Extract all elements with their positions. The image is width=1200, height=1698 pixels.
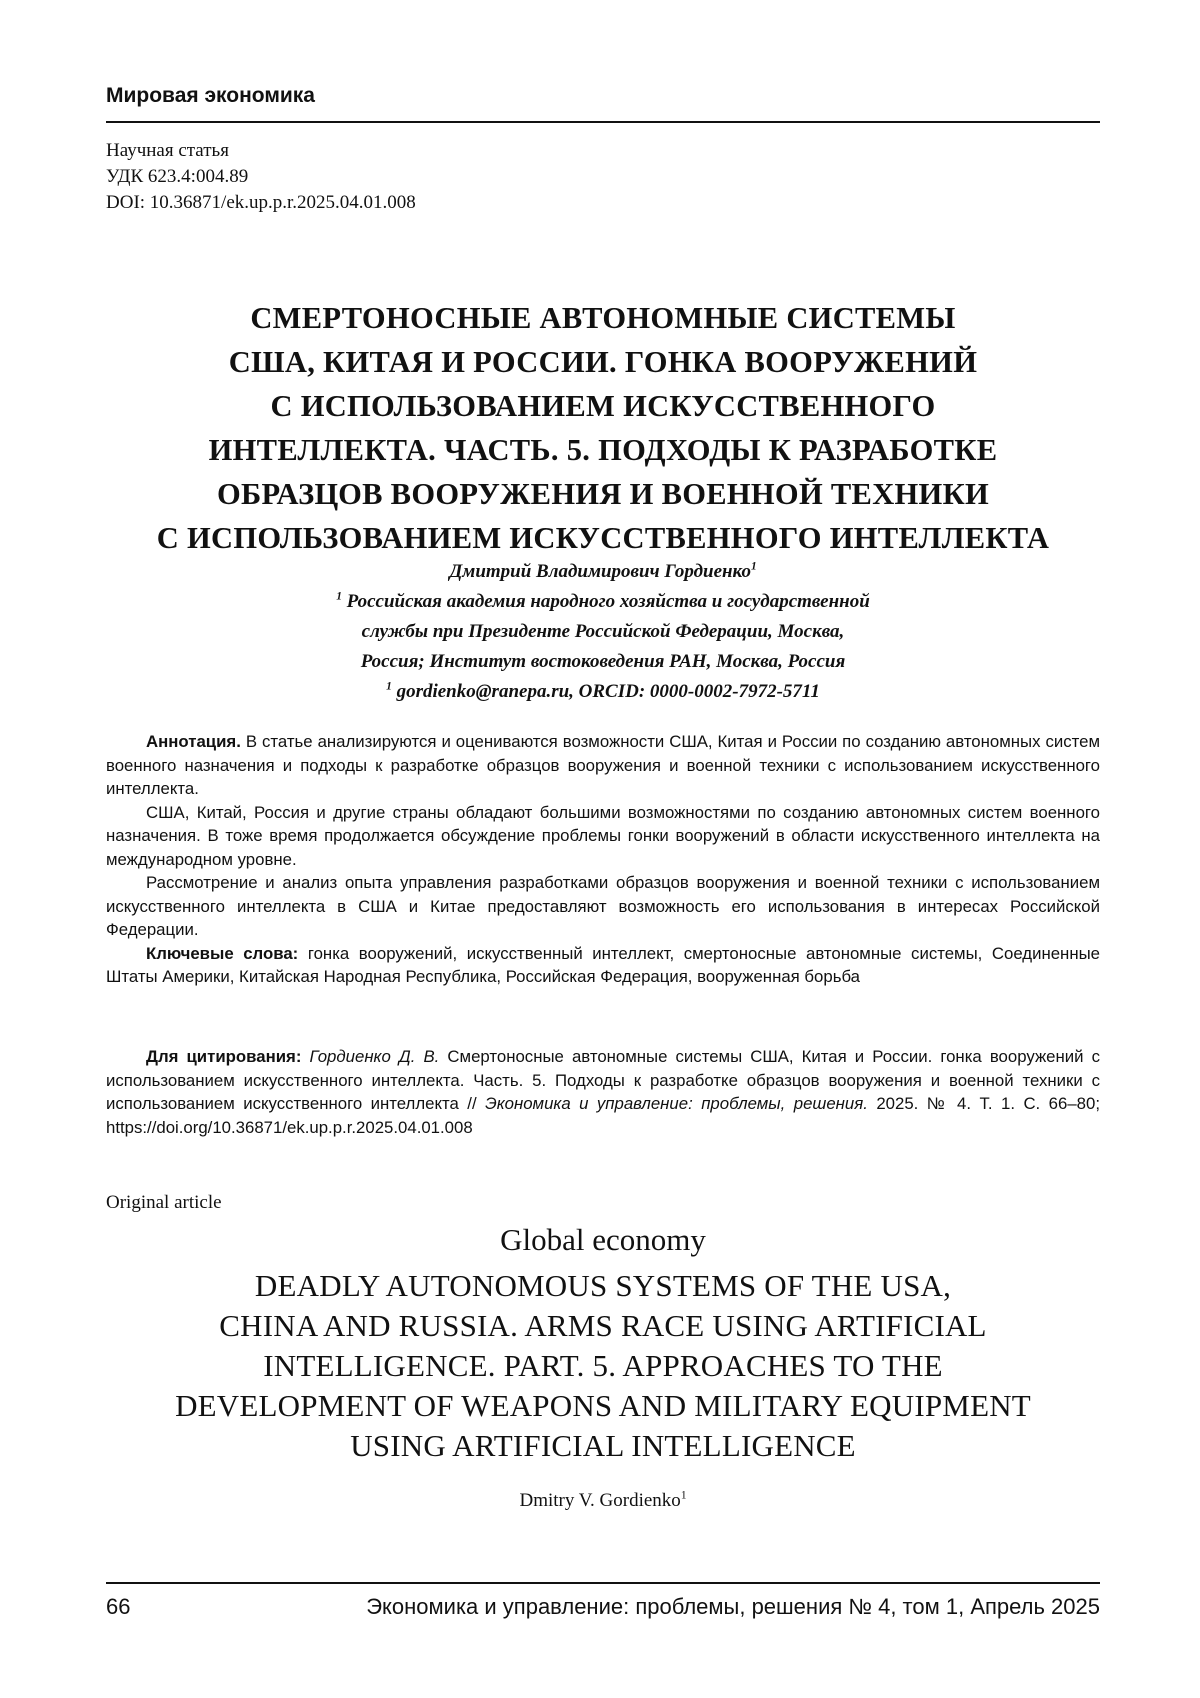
affiliation-line — [106, 587, 1100, 617]
udc-code: УДК 623.4:004.89 — [106, 166, 249, 187]
author-sup: 1 — [750, 560, 757, 573]
abstract-paragraph: США, Китай, Россия и другие страны обладают большими возможностями по созданию автономных систем военного назначения. В тоже время продолжается обсуждение проблемы гонки вооружений в области искусственного интеллекта на международном уровне. — [106, 802, 1100, 869]
abstract-label: Аннотация. — [146, 732, 241, 751]
title-ru-line: С ИСПОЛЬЗОВАНИЕМ ИСКУССТВЕННОГО — [270, 389, 936, 423]
abstract — [106, 730, 1100, 989]
english-section: Global economy — [500, 1222, 706, 1257]
english-author — [106, 1490, 1100, 1512]
title-en-line: CHINA AND RUSSIA. ARMS RACE USING ARTIFICIAL — [219, 1308, 987, 1343]
footer-rule — [106, 1582, 1100, 1584]
citation-journal: Экономика и управление: проблемы, решения. — [485, 1094, 868, 1113]
abstract-text: В статье анализируются и оцениваются возможности США, Китая и России по созданию автономных систем военного назначения и подходы к разработке образцов вооружения и военной техники с использованием искусственного интеллекта. — [106, 732, 1100, 798]
page-number: 66 — [106, 1594, 131, 1619]
citation-text: Смертоносные автономные системы США, Китая и России. гонка вооружений с использованием искусственного интеллекта. Часть. 5. Подходы к разработке образцов вооружения и военной техники с использованием искусственного интеллекта // — [106, 1047, 1100, 1113]
journal-footer: Экономика и управление: проблемы, решения № 4, том 1, Апрель 2025 — [366, 1594, 1100, 1619]
title-en-line: USING ARTIFICIAL INTELLIGENCE — [350, 1428, 856, 1463]
contact-line — [106, 677, 1100, 707]
citation — [106, 1045, 1100, 1139]
abstract-paragraph — [106, 730, 1100, 801]
affiliation-line: Россия; Институт востоковедения РАН, Москва, Россия — [360, 651, 846, 672]
title-en-line: INTELLIGENCE. PART. 5. APPROACHES TO THE — [263, 1348, 943, 1383]
title-ru-line: ОБРАЗЦОВ ВООРУЖЕНИЯ И ВОЕННОЙ ТЕХНИКИ — [216, 477, 990, 511]
affiliation-text: Российская академия народного хозяйства и государственной — [346, 591, 870, 612]
english-author-name: Dmitry V. Gordienko — [519, 1490, 681, 1511]
keywords — [106, 942, 1100, 989]
header-rule — [106, 121, 1100, 123]
english-article-type: Original article — [106, 1192, 222, 1213]
article-type: Научная статья — [106, 140, 229, 161]
section-header: Мировая экономика — [106, 84, 315, 107]
author-name: Дмитрий Владимирович Гордиенко — [449, 561, 751, 582]
doi: DOI: 10.36871/ek.up.p.r.2025.04.01.008 — [106, 192, 416, 213]
title-en-line: DEVELOPMENT OF WEAPONS AND MILITARY EQUIPMENT — [175, 1388, 1031, 1423]
citation-author: Гордиенко Д. В. — [309, 1047, 440, 1066]
author-name-line — [106, 557, 1100, 587]
title-ru-line: США, КИТАЯ И РОССИИ. ГОНКА ВООРУЖЕНИЙ — [228, 345, 978, 379]
contact-sup: 1 — [386, 680, 392, 693]
citation-label: Для цитирования: — [146, 1047, 302, 1066]
title-en — [106, 1266, 1100, 1466]
title-ru-line: СМЕРТОНОСНЫЕ АВТОНОМНЫЕ СИСТЕМЫ — [250, 301, 956, 335]
author-block — [106, 557, 1100, 707]
keywords-text: гонка вооружений, искусственный интеллект, смертоносные автономные системы, Соединенные Штаты Америки, Китайская Народная Республика, Российская Федерация, вооруженная борьба — [106, 943, 1100, 986]
title-ru-line: С ИСПОЛЬЗОВАНИЕМ ИСКУССТВЕННОГО ИНТЕЛЛЕКТА — [156, 521, 1050, 555]
affiliation-line: службы при Президенте Российской Федерации, Москва, — [361, 621, 845, 642]
keywords-label: Ключевые слова: — [146, 943, 299, 963]
title-ru-line: ИНТЕЛЛЕКТА. ЧАСТЬ. 5. ПОДХОДЫ К РАЗРАБОТКЕ — [208, 433, 998, 467]
title-ru — [106, 296, 1100, 560]
author-contact: gordienko@ranepa.ru, ORCID: 0000-0002-7972-5711 — [396, 681, 820, 702]
article-meta — [106, 138, 416, 216]
affiliation-sup: 1 — [336, 590, 342, 603]
abstract-paragraph: Рассмотрение и анализ опыта управления разработками образцов вооружения и военной техники с использованием искусственного интеллекта в США и Китае предоставляют возможность его использования в интересах Российской Федерации. — [106, 873, 1100, 939]
title-en-line: DEADLY AUTONOMOUS SYSTEMS OF THE USA, — [254, 1268, 952, 1303]
citation-details: 2025. № 4. Т. 1. С. 66–80; https://doi.org/10.36871/ek.up.p.r.2025.04.01.008 — [106, 1094, 1101, 1137]
english-author-sup: 1 — [680, 1489, 687, 1502]
